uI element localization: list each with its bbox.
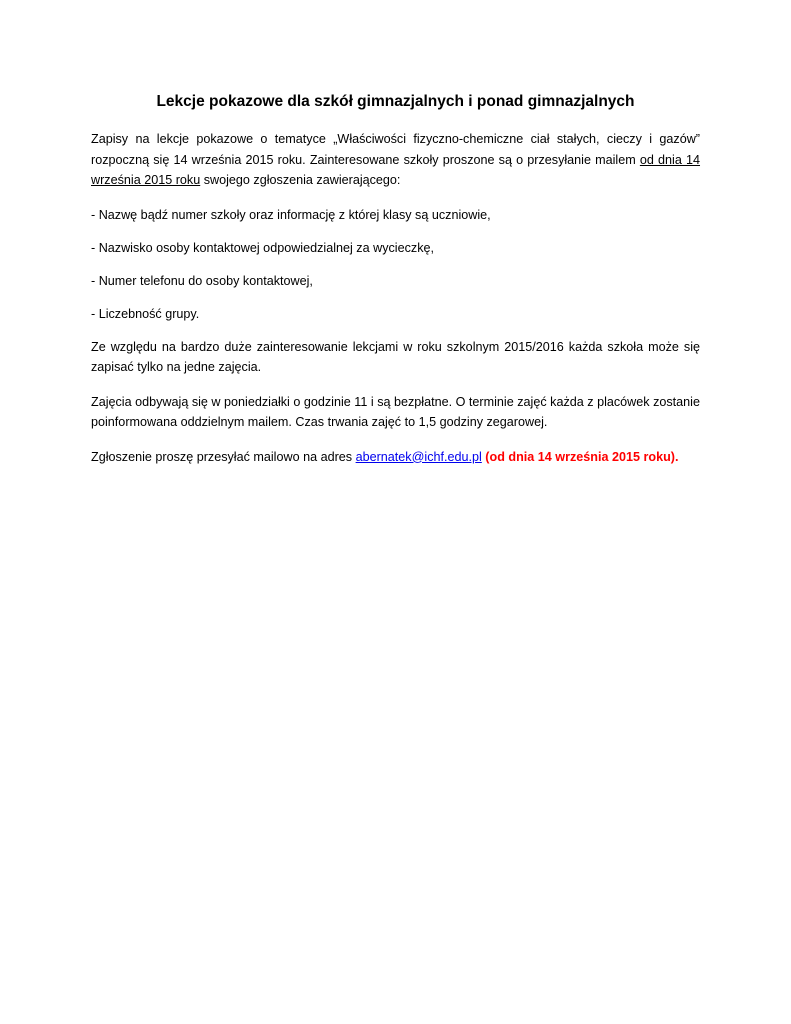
schedule-paragraph: Zajęcia odbywają się w poniedziałki o godzinie 11 i są bezpłatne. O terminie zajęć każda z placówek zostanie poinformowana oddzielnym mailem. Czas trwania zajęć to 1,5 godziny zegarowej. bbox=[91, 394, 700, 429]
page-title: Lekcje pokazowe dla szkół gimnazjalnych i ponad gimnazjalnych bbox=[156, 93, 635, 110]
list-item: - Nazwisko osoby kontaktowej odpowiedzialnej za wycieczkę, bbox=[91, 240, 434, 255]
contact-highlight: (od dnia 14 września 2015 roku). bbox=[481, 449, 679, 464]
intro-paragraph bbox=[91, 129, 700, 191]
limit-paragraph: Ze względu na bardzo duże zainteresowanie lekcjami w roku szkolnym 2015/2016 każda szkoła może się zapisać tylko na jedne zajęcia. bbox=[91, 339, 700, 374]
list-item: - Nazwę bądź numer szkoły oraz informację z której klasy są uczniowie, bbox=[91, 207, 491, 222]
intro-text: Zapisy na lekcje pokazowe o tematyce „Właściwości fizyczno-chemiczne ciał stałych, cieczy i gazów” rozpoczną się 14 września 2015 roku. Zainteresowane szkoły proszone są o przesyłanie mailem bbox=[91, 132, 700, 167]
intro-underlined-date: od dnia 14 września 2015 roku bbox=[91, 152, 701, 187]
list-item: - Numer telefonu do osoby kontaktowej, bbox=[91, 273, 313, 288]
contact-paragraph bbox=[91, 447, 700, 468]
contact-text: Zgłoszenie proszę przesyłać mailowo na adres bbox=[91, 449, 356, 464]
list-item: - Liczebność grupy. bbox=[91, 306, 200, 321]
email-link[interactable]: abernatek@ichf.edu.pl bbox=[355, 449, 482, 464]
intro-text-end: swojego zgłoszenia zawierającego: bbox=[200, 173, 401, 187]
document-page bbox=[91, 92, 700, 481]
